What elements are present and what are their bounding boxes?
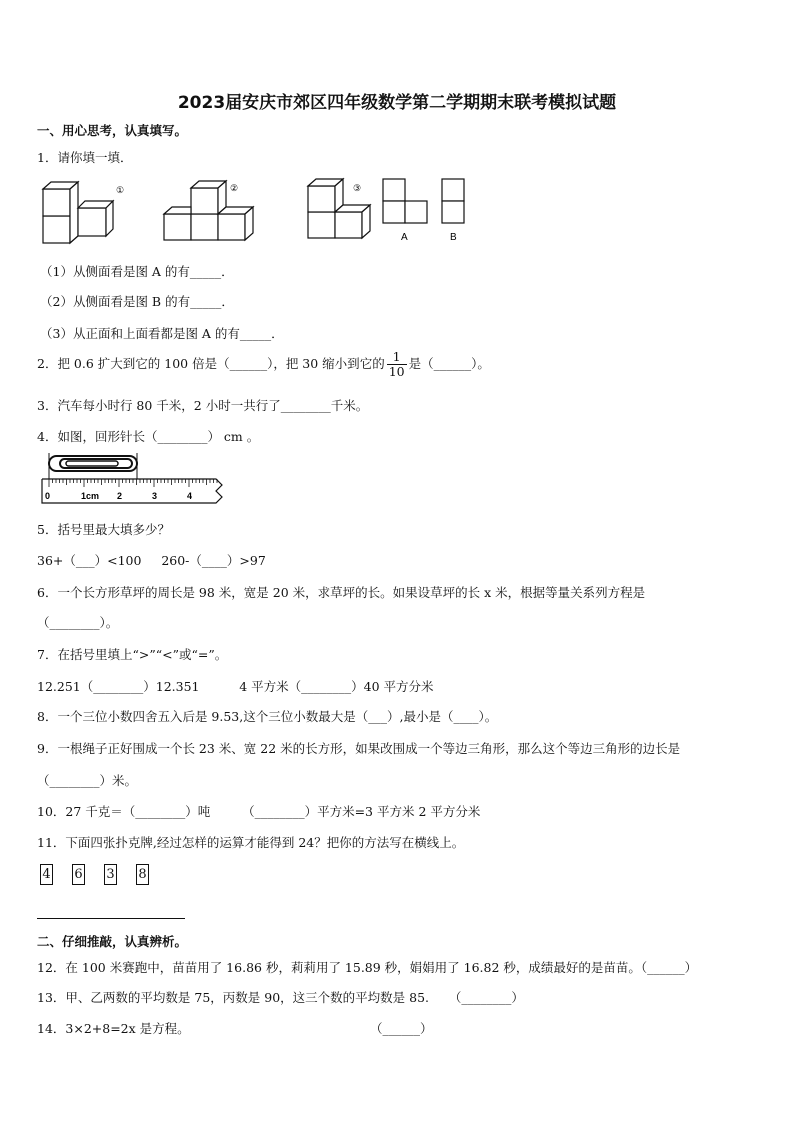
question-11-stem: 11．下面四张扑克牌,经过怎样的运算才能得到 24？把你的方法写在横线上。 [37, 835, 465, 850]
view-b [442, 179, 464, 223]
question-7-line: 12.251（________）12.351 4 平方米（________）40 平方分米 [37, 679, 434, 694]
ruler-label-2: 2 [117, 491, 123, 501]
question-2 [37, 350, 490, 379]
question-2-pre: 2．把 0.6 扩大到它的 100 倍是（______），把 30 缩小到它的 [37, 356, 385, 371]
question-14: 14．3×2+8=2x 是方程。 [37, 1021, 190, 1036]
fraction-denominator: 10 [388, 364, 405, 379]
section-2-heading: 二、仔细推敲，认真辨析。 [37, 934, 188, 949]
fraction-numerator: 1 [387, 350, 407, 365]
question-6-line-2: （________）。 [37, 615, 119, 630]
poker-card: 6 [72, 864, 85, 885]
question-1-sub-1: （1）从侧面看是图 A 的有_____． [40, 264, 234, 279]
question-8: 8．一个三位小数四舍五入后是 9.53,这个三位小数最大是（___）,最小是（____）。 [37, 709, 498, 724]
ruler [42, 479, 222, 503]
fraction [387, 350, 407, 379]
cube-figures [37, 172, 477, 247]
ruler-label-3: 3 [152, 491, 158, 501]
ruler-with-paper-clip [40, 453, 230, 505]
section-1-heading: 一、用心思考，认真填写。 [37, 123, 188, 138]
question-13: 13．甲、乙两数的平均数是 75，丙数是 90，这三个数的平均数是 85. （________） [37, 990, 524, 1005]
question-6-line-1: 6．一个长方形草坪的周长是 98 米，宽是 20 米，求草坪的长。如果设草坪的长 x 米，根据等量关系列方程是 [37, 585, 646, 600]
figure-label-2: ② [230, 184, 239, 194]
answer-line [37, 918, 185, 919]
question-2-post: 是（______）。 [408, 356, 490, 371]
figure-label-3: ③ [353, 184, 362, 194]
cube-figure-1 [43, 182, 113, 243]
question-4-stem: 4．如图，回形针长（________） cm 。 [37, 429, 260, 444]
view-b-label: B [450, 232, 457, 243]
ruler-label-0: 0 [45, 491, 51, 501]
question-9-line-2: （________）米。 [37, 773, 138, 788]
question-14-answer-blank: （______） [370, 1021, 433, 1036]
poker-cards [40, 864, 168, 885]
ruler-label-1: 1cm [81, 491, 100, 501]
question-1-sub-2: （2）从侧面看是图 B 的有_____． [40, 294, 234, 309]
question-1-sub-3: （3）从正面和上面看都是图 A 的有_____． [40, 326, 284, 341]
question-10: 10．27 千克＝（________）吨 （________）平方米=3 平方米 2 平方分米 [37, 804, 481, 819]
view-a [383, 179, 427, 223]
question-9-line-1: 9．一根绳子正好围成一个长 23 米、宽 22 米的长方形，如果改围成一个等边三角形，那么这个等边三角形的边长是 [37, 741, 681, 756]
ruler-label-4: 4 [187, 491, 193, 501]
poker-card: 3 [104, 864, 117, 885]
poker-card: 4 [40, 864, 53, 885]
view-a-label: A [401, 232, 408, 243]
cube-figure-2 [164, 181, 253, 240]
question-5-line: 36+（___）<100 260-（____）>97 [37, 553, 266, 568]
page-title: 2023届安庆市郊区四年级数学第二学期期末联考模拟试题 [177, 93, 617, 113]
question-7-stem: 7．在括号里填上“>”“<”或“=”。 [37, 647, 228, 662]
question-1-stem: 1．请你填一填． [37, 150, 133, 165]
paper-clip-icon [49, 456, 137, 471]
question-3: 3．汽车每小时行 80 千米，2 小时一共行了________千米。 [37, 398, 369, 413]
figure-label-1: ① [116, 186, 125, 196]
question-5-stem: 5．括号里最大填多少？ [37, 522, 170, 537]
question-12: 12．在 100 米赛跑中，苗苗用了 16.86 秒，莉莉用了 15.89 秒，娟娟用了 16.82 秒，成绩最好的是苗苗。（______） [37, 960, 698, 975]
poker-card: 8 [136, 864, 149, 885]
